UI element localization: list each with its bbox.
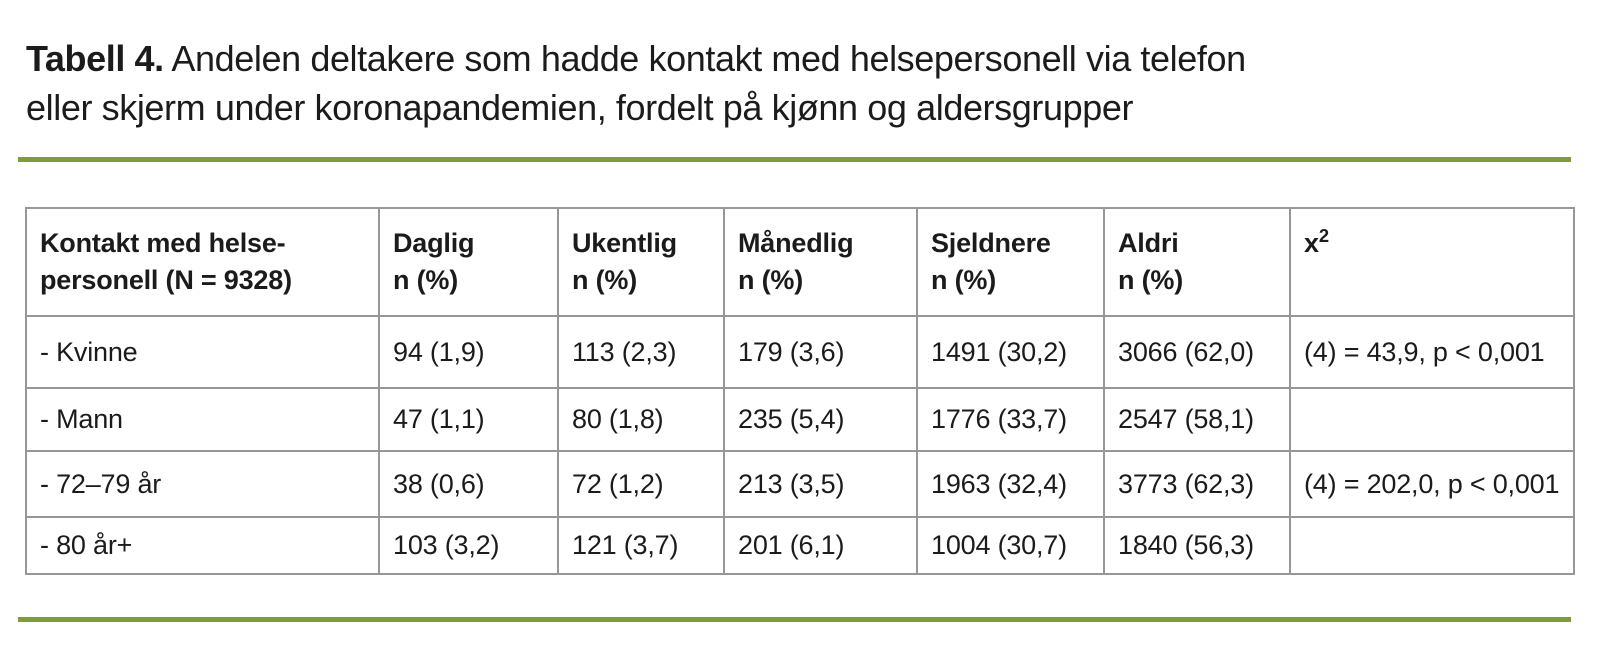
data-cell: 1840 (56,3) bbox=[1104, 517, 1290, 574]
data-cell: 47 (1,1) bbox=[379, 388, 558, 451]
data-cell: 80 (1,8) bbox=[558, 388, 724, 451]
column-header-manedlig: Månedlig n (%) bbox=[724, 208, 917, 316]
column-header-aldri: Aldri n (%) bbox=[1104, 208, 1290, 316]
data-cell: 3066 (62,0) bbox=[1104, 316, 1290, 388]
column-header-daglig: Daglig n (%) bbox=[379, 208, 558, 316]
chi-squared-cell: (4) = 202,0, p < 0,001 bbox=[1290, 451, 1574, 517]
row-label-cell: - Kvinne bbox=[26, 316, 379, 388]
divider-top bbox=[18, 157, 1571, 162]
row-label-cell: - 72–79 år bbox=[26, 451, 379, 517]
table-caption bbox=[26, 34, 1566, 132]
data-cell: 2547 (58,1) bbox=[1104, 388, 1290, 451]
chi-superscript: 2 bbox=[1318, 225, 1329, 246]
data-cell: 38 (0,6) bbox=[379, 451, 558, 517]
data-cell: 103 (3,2) bbox=[379, 517, 558, 574]
column-header-ukentlig: Ukentlig n (%) bbox=[558, 208, 724, 316]
chi-squared-cell bbox=[1290, 388, 1574, 451]
chi-squared-cell: (4) = 43,9, p < 0,001 bbox=[1290, 316, 1574, 388]
data-cell: 235 (5,4) bbox=[724, 388, 917, 451]
row-label-cell: - Mann bbox=[26, 388, 379, 451]
header-row bbox=[26, 208, 1574, 316]
data-cell: 94 (1,9) bbox=[379, 316, 558, 388]
chi-squared-cell bbox=[1290, 517, 1574, 574]
column-header-contact: Kontakt med helse- personell (N = 9328) bbox=[26, 208, 379, 316]
table-row-80-plus bbox=[26, 517, 1574, 574]
table-row-mann bbox=[26, 388, 1574, 451]
row-label-cell: - 80 år+ bbox=[26, 517, 379, 574]
table-caption-text-line2: eller skjerm under koronapandemien, fordelt på kjønn og aldersgrupper bbox=[26, 87, 1134, 128]
table-row-kvinne bbox=[26, 316, 1574, 388]
column-header-chi-squared: $x^2$ bbox=[1290, 208, 1574, 316]
table-row-72-79 bbox=[26, 451, 1574, 517]
data-table bbox=[25, 207, 1575, 575]
data-cell: 1491 (30,2) bbox=[917, 316, 1104, 388]
data-cell: 1004 (30,7) bbox=[917, 517, 1104, 574]
column-header-sjeldnere: Sjeldnere n (%) bbox=[917, 208, 1104, 316]
table-caption-text-line1: Andelen deltakere som hadde kontakt med helsepersonell via telefon bbox=[163, 38, 1246, 79]
data-cell: 72 (1,2) bbox=[558, 451, 724, 517]
divider-bottom bbox=[18, 617, 1571, 622]
data-cell: 113 (2,3) bbox=[558, 316, 724, 388]
data-cell: 1776 (33,7) bbox=[917, 388, 1104, 451]
data-cell: 3773 (62,3) bbox=[1104, 451, 1290, 517]
data-cell: 1963 (32,4) bbox=[917, 451, 1104, 517]
data-cell: 201 (6,1) bbox=[724, 517, 917, 574]
data-cell: 179 (3,6) bbox=[724, 316, 917, 388]
table-caption-number: Tabell 4. bbox=[26, 38, 164, 79]
data-cell: 213 (3,5) bbox=[724, 451, 917, 517]
data-cell: 121 (3,7) bbox=[558, 517, 724, 574]
